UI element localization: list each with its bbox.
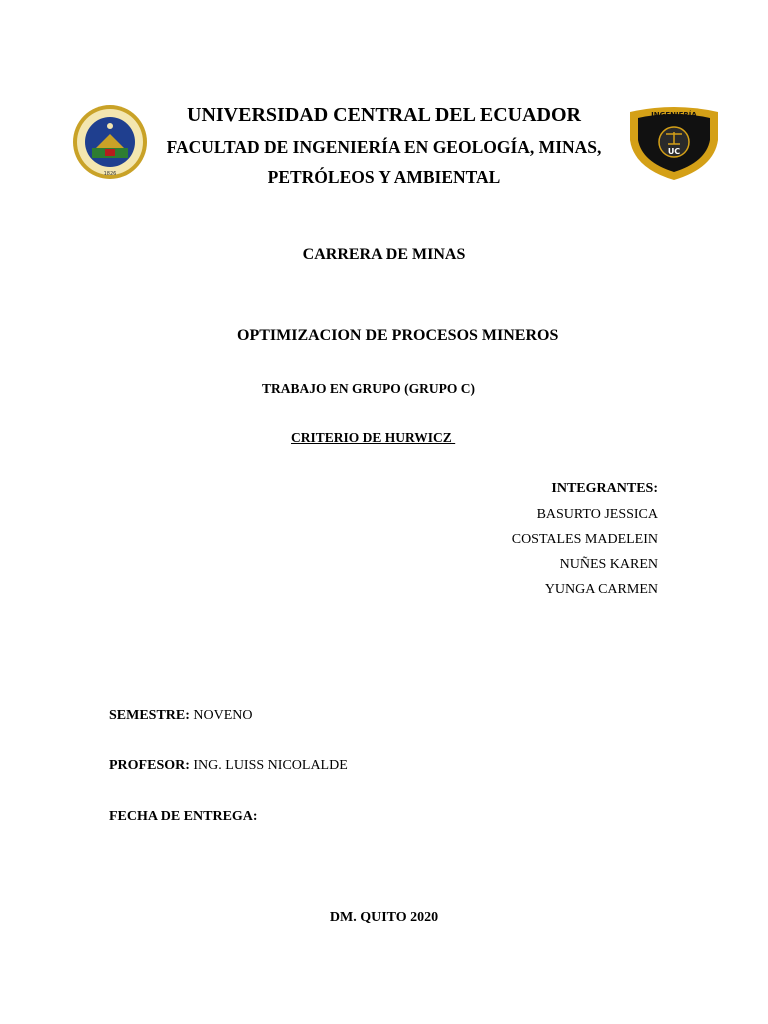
semester-value: NOVENO bbox=[189, 708, 253, 723]
professor-row bbox=[109, 758, 348, 774]
career-title: CARRERA DE MINAS bbox=[302, 246, 466, 263]
delivery-date-label: FECHA DE ENTREGA: bbox=[109, 809, 258, 824]
semester-row bbox=[109, 708, 253, 724]
team-member: BASURTO JESSICA bbox=[536, 507, 658, 522]
delivery-date-row bbox=[109, 809, 258, 825]
subject-title: OPTIMIZACION DE PROCESOS MINEROS bbox=[237, 327, 559, 344]
professor-value: ING. LUISS NICOLALDE bbox=[189, 758, 348, 773]
footer-city-year: DM. QUITO 2020 bbox=[329, 910, 439, 925]
team-label: INTEGRANTES: bbox=[551, 481, 658, 496]
topic-title: CRITERIO DE HURWICZ bbox=[291, 430, 456, 445]
semester-label: SEMESTRE: bbox=[109, 708, 190, 723]
team-member: NUÑES KAREN bbox=[559, 557, 658, 572]
seal-year: 1826 bbox=[103, 171, 117, 177]
shield-center-text: UC bbox=[667, 147, 681, 156]
professor-label: PROFESOR: bbox=[109, 758, 190, 773]
faculty-line-1: FACULTAD DE INGENIERÍA EN GEOLOGÍA, MINAS, bbox=[166, 137, 602, 157]
shield-top-text: INGENIERÍA bbox=[651, 111, 697, 119]
team-member: YUNGA CARMEN bbox=[544, 582, 658, 597]
work-type: TRABAJO EN GRUPO (GRUPO C) bbox=[262, 381, 475, 396]
team-member: COSTALES MADELEIN bbox=[511, 532, 658, 547]
faculty-line-2: PETRÓLEOS Y AMBIENTAL bbox=[267, 167, 501, 187]
university-title: UNIVERSIDAD CENTRAL DEL ECUADOR bbox=[187, 104, 581, 126]
